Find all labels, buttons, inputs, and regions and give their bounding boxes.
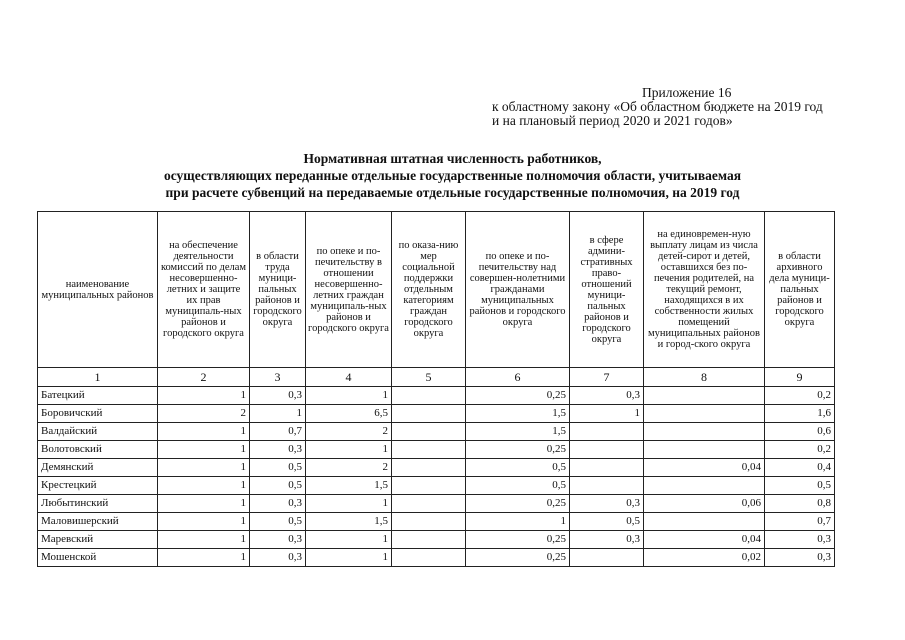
title-line-1: Нормативная штатная численность работников, <box>303 151 602 166</box>
value-cell: 0,7 <box>250 423 306 441</box>
header-cell: на обеспечение деятельности комиссий по делам несовершенно-летних и защите их прав муниципаль-ных районов и городского округа <box>158 212 250 368</box>
value-cell: 1 <box>158 495 250 513</box>
value-cell: 1 <box>306 549 392 567</box>
value-cell: 0,25 <box>466 441 570 459</box>
value-cell: 0,5 <box>250 477 306 495</box>
district-name-cell: Крестецкий <box>38 477 158 495</box>
value-cell: 1 <box>250 405 306 423</box>
value-cell <box>644 405 765 423</box>
value-cell: 0,04 <box>644 459 765 477</box>
value-cell: 0,3 <box>570 531 644 549</box>
column-number: 3 <box>250 368 306 387</box>
value-cell <box>644 477 765 495</box>
value-cell: 0,25 <box>466 531 570 549</box>
table-body <box>38 387 835 567</box>
title-line-2: осуществляющих переданные отдельные государственные полномочия области, учитываемая <box>163 168 742 183</box>
value-cell: 0,2 <box>765 387 835 405</box>
value-cell: 0,5 <box>570 513 644 531</box>
value-cell <box>570 423 644 441</box>
column-number: 9 <box>765 368 835 387</box>
value-cell: 1,5 <box>466 423 570 441</box>
value-cell: 1 <box>306 531 392 549</box>
value-cell: 1 <box>466 513 570 531</box>
value-cell: 0,25 <box>466 549 570 567</box>
value-cell: 1 <box>158 459 250 477</box>
header-cell: на единовремен-ную выплату лицам из числа детей-сирот и детей, оставшихся без по-печения родителей, на текущий ремонт, находящихся в их собственности жилых помещений муниципальных районов и город-ского округа <box>644 212 765 368</box>
value-cell: 0,3 <box>250 495 306 513</box>
value-cell: 1,5 <box>306 477 392 495</box>
value-cell: 0,3 <box>570 387 644 405</box>
value-cell: 1 <box>158 477 250 495</box>
value-cell <box>570 441 644 459</box>
value-cell: 1 <box>158 387 250 405</box>
value-cell: 0,5 <box>250 513 306 531</box>
value-cell: 0,4 <box>765 459 835 477</box>
table-row <box>38 423 835 441</box>
table-row <box>38 387 835 405</box>
value-cell <box>392 549 466 567</box>
value-cell <box>392 513 466 531</box>
value-cell <box>570 549 644 567</box>
header-cell: по опеке и по-печительству над совершен-нолетними гражданами муниципальных районов и городского округа <box>466 212 570 368</box>
table-row <box>38 549 835 567</box>
district-name-cell: Батецкий <box>38 387 158 405</box>
value-cell: 0,3 <box>765 531 835 549</box>
value-cell: 0,5 <box>466 459 570 477</box>
value-cell <box>392 477 466 495</box>
value-cell: 0,8 <box>765 495 835 513</box>
document-title <box>0 150 905 201</box>
value-cell: 1 <box>158 423 250 441</box>
value-cell: 1 <box>158 531 250 549</box>
header-cell: по опеке и по-печительству в отношении несовершенно-летних граждан муниципаль-ных районов и городского округа <box>306 212 392 368</box>
district-name-cell: Маловишерский <box>38 513 158 531</box>
header-cell: в сфере админи-стративных право-отношений муници-пальных районов и городского округа <box>570 212 644 368</box>
value-cell <box>392 387 466 405</box>
district-name-cell: Демянский <box>38 459 158 477</box>
value-cell: 0,02 <box>644 549 765 567</box>
title-line-3: при расчете субвенций на передаваемые отдельные государственные полномочия, на 2019 год <box>165 185 740 200</box>
column-number: 5 <box>392 368 466 387</box>
appendix-block <box>492 86 892 128</box>
table-row <box>38 441 835 459</box>
value-cell <box>644 441 765 459</box>
header-cell: в области архивного дела муници-пальных районов и городского округа <box>765 212 835 368</box>
value-cell: 0,25 <box>466 495 570 513</box>
staffing-table <box>37 211 835 567</box>
header-cell: по оказа-нию мер социальной поддержки отдельным категориям граждан городского округа <box>392 212 466 368</box>
value-cell: 0,3 <box>250 531 306 549</box>
value-cell <box>644 387 765 405</box>
value-cell <box>644 513 765 531</box>
header-row <box>38 212 835 368</box>
value-cell: 0,6 <box>765 423 835 441</box>
value-cell: 1 <box>158 513 250 531</box>
appendix-law-ref: к областному закону «Об областном бюджете на 2019 год <box>492 99 823 114</box>
column-number-row <box>38 368 835 387</box>
value-cell <box>392 459 466 477</box>
value-cell: 2 <box>306 423 392 441</box>
value-cell <box>392 423 466 441</box>
column-number: 1 <box>38 368 158 387</box>
column-number: 7 <box>570 368 644 387</box>
value-cell: 1 <box>306 441 392 459</box>
value-cell: 0,3 <box>570 495 644 513</box>
value-cell: 2 <box>158 405 250 423</box>
value-cell: 0,7 <box>765 513 835 531</box>
value-cell: 1 <box>306 387 392 405</box>
value-cell: 0,2 <box>765 441 835 459</box>
value-cell: 0,5 <box>765 477 835 495</box>
table-row <box>38 477 835 495</box>
value-cell: 2 <box>306 459 392 477</box>
appendix-law-ref-cont: и на плановый период 2020 и 2021 годов» <box>492 113 733 128</box>
district-name-cell: Боровичский <box>38 405 158 423</box>
value-cell <box>570 459 644 477</box>
table-row <box>38 495 835 513</box>
value-cell: 1,5 <box>306 513 392 531</box>
value-cell: 0,04 <box>644 531 765 549</box>
district-name-cell: Валдайский <box>38 423 158 441</box>
value-cell: 0,3 <box>250 441 306 459</box>
header-cell: в области труда муници-пальных районов и городского округа <box>250 212 306 368</box>
value-cell: 1 <box>570 405 644 423</box>
value-cell <box>570 477 644 495</box>
value-cell: 1 <box>158 549 250 567</box>
value-cell: 0,3 <box>250 387 306 405</box>
table-row <box>38 513 835 531</box>
table-row <box>38 531 835 549</box>
value-cell: 1 <box>158 441 250 459</box>
value-cell: 0,25 <box>466 387 570 405</box>
value-cell <box>392 495 466 513</box>
value-cell: 0,06 <box>644 495 765 513</box>
value-cell <box>392 405 466 423</box>
value-cell: 0,5 <box>466 477 570 495</box>
district-name-cell: Волотовский <box>38 441 158 459</box>
value-cell <box>392 441 466 459</box>
column-number: 2 <box>158 368 250 387</box>
value-cell: 0,5 <box>250 459 306 477</box>
value-cell: 1 <box>306 495 392 513</box>
value-cell: 1,5 <box>466 405 570 423</box>
district-name-cell: Любытинский <box>38 495 158 513</box>
column-number: 8 <box>644 368 765 387</box>
table-row <box>38 459 835 477</box>
value-cell: 1,6 <box>765 405 835 423</box>
column-number: 6 <box>466 368 570 387</box>
table-row <box>38 405 835 423</box>
value-cell: 6,5 <box>306 405 392 423</box>
value-cell <box>392 531 466 549</box>
value-cell <box>644 423 765 441</box>
header-cell: наименование муниципальных районов <box>38 212 158 368</box>
appendix-number: Приложение 16 <box>642 85 732 100</box>
column-number: 4 <box>306 368 392 387</box>
district-name-cell: Мошенской <box>38 549 158 567</box>
value-cell: 0,3 <box>250 549 306 567</box>
district-name-cell: Маревский <box>38 531 158 549</box>
value-cell: 0,3 <box>765 549 835 567</box>
